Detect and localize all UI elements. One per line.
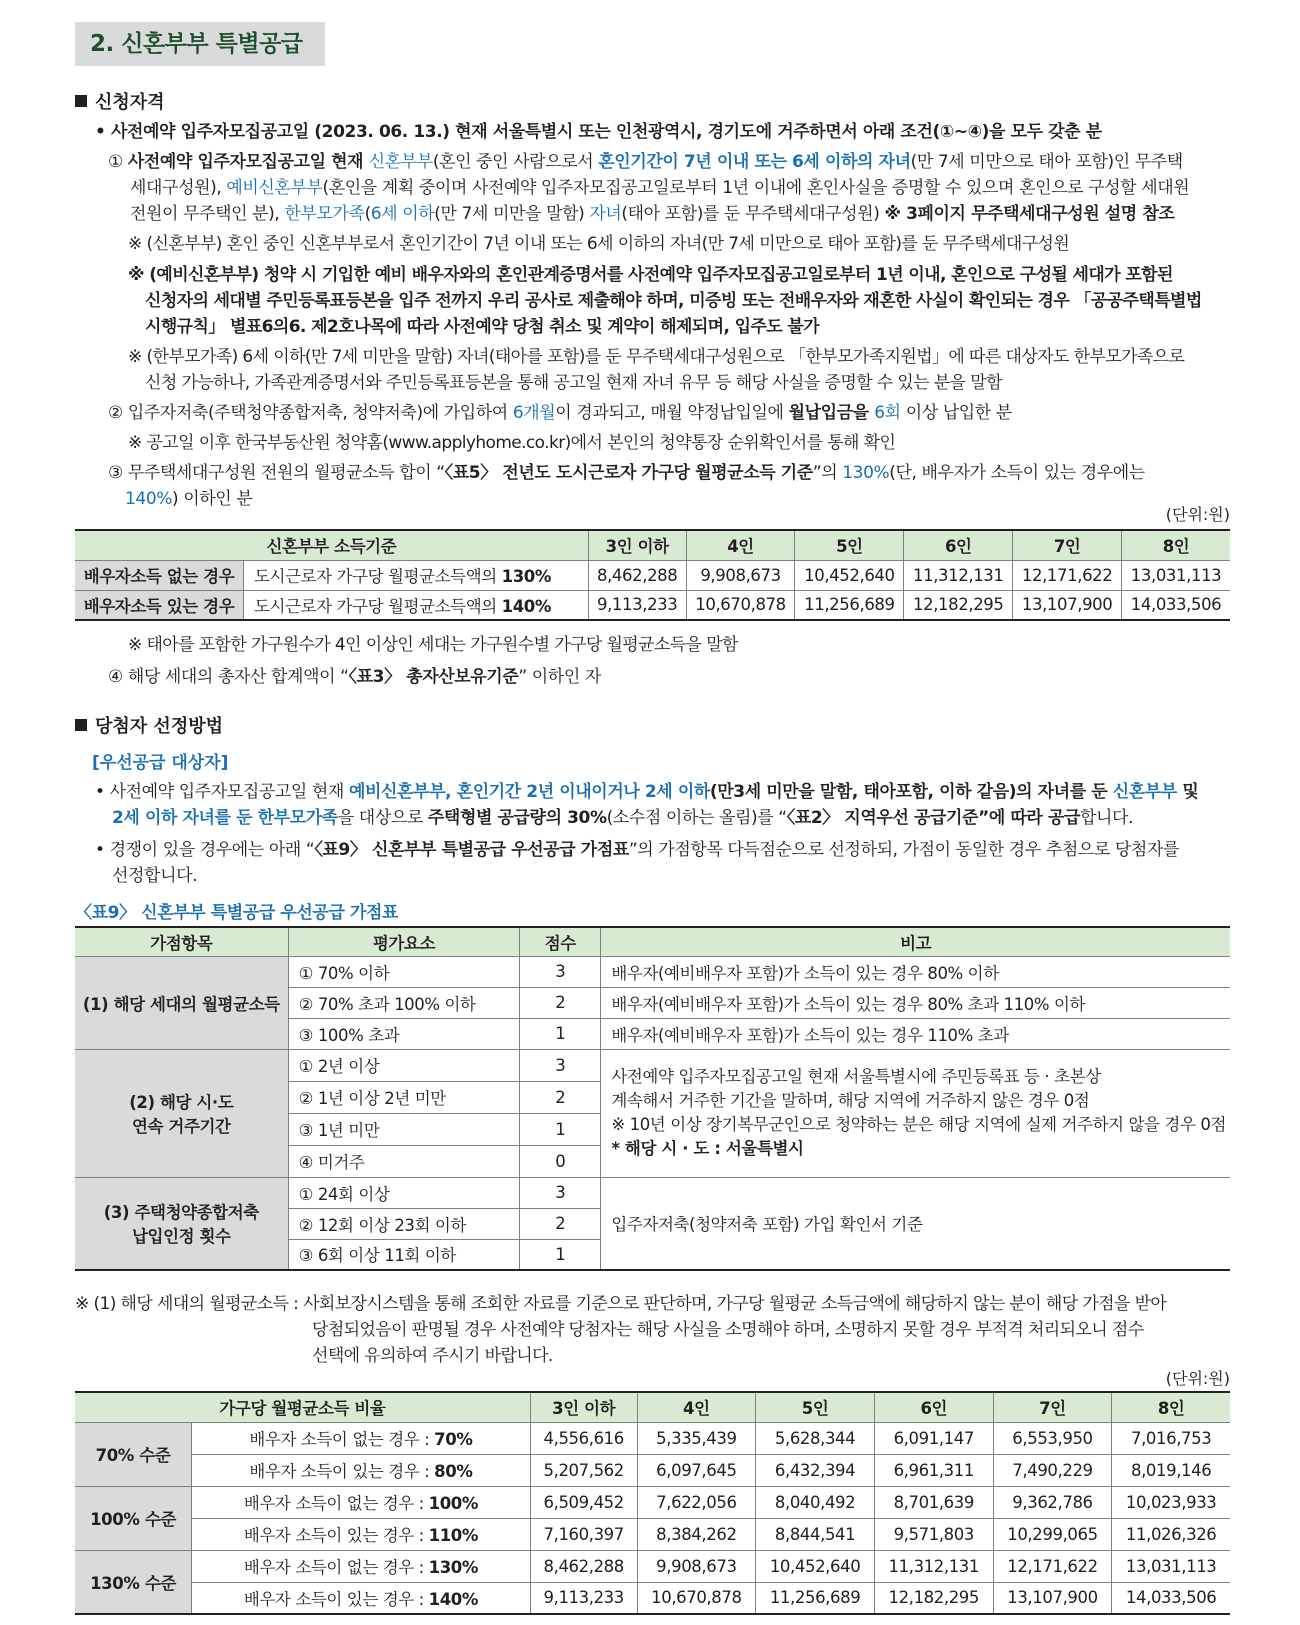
- table-cell: 9,571,803: [874, 1518, 993, 1550]
- table-cell: 11,256,689: [756, 1582, 875, 1614]
- income-criteria-table: [75, 529, 1230, 621]
- section-title: 2. 신혼부부 특별공급: [75, 22, 325, 66]
- table-cell: 7,490,229: [993, 1454, 1112, 1486]
- table-cell: 5,335,439: [637, 1422, 756, 1454]
- table-cell: 9,113,233: [588, 590, 686, 620]
- table-header: 가구당 월평균소득 비율: [75, 1392, 530, 1422]
- row-desc: 도시근로자 가구당 월평균소득액의 130%: [244, 560, 589, 590]
- priority-subheading: [우선공급 대상자]: [92, 753, 229, 773]
- table-cell: 9,908,673: [686, 560, 795, 590]
- table-row: [75, 1486, 1230, 1518]
- table-cell: 13,031,113: [1112, 1550, 1230, 1582]
- group-label: 100% 수준: [75, 1486, 192, 1550]
- table-header: 신혼부부 소득기준: [75, 530, 588, 560]
- group-note: 입주자저축(청약저축 포함) 가입 확인서 기준: [601, 1177, 1230, 1270]
- table-cell: ③ 6회 이상 11회 이하: [288, 1239, 520, 1270]
- intro-text: 사전예약 입주자모집공고일 (2023. 06. 13.) 현재 서울특별시 또는 인천광역시, 경기도에 거주하면서 아래 조건(①~④)을 모두 갖춘 분: [110, 122, 1102, 142]
- table-header: 비고: [601, 927, 1230, 956]
- table-cell: 8,384,262: [637, 1518, 756, 1550]
- table-cell: 12,171,622: [993, 1550, 1112, 1582]
- group-label: (1) 해당 세대의 월평균소득: [75, 956, 288, 1049]
- group-label: (3) 주택청약종합저축 납입인정 횟수: [75, 1177, 288, 1270]
- table-header-row: [75, 927, 1230, 956]
- footnote-line-1: ※ (1) 해당 세대의 월평균소득 : 사회보장시스템을 통해 조회한 자료를 기준으로 판단하며, 가구당 월평균 소득금액에 해당하지 않는 분이 해당 가점을 받아: [75, 1294, 1167, 1314]
- table-cell: 12,182,295: [874, 1582, 993, 1614]
- table-header: 7인: [993, 1392, 1112, 1422]
- condition-3-line-1: ③ 무주택세대구성원 전원의 월평균소득 합이 “〈표5〉 전년도 도시근로자 가구당 월평균소득 기준”의 130%(단, 배우자가 소득이 있는 경우에는: [108, 463, 1145, 483]
- square-bullet-icon: [75, 95, 87, 107]
- group-label: 130% 수준: [75, 1550, 192, 1614]
- table-cell: 10,452,640: [756, 1550, 875, 1582]
- table-header: 7인: [1013, 530, 1122, 560]
- table-cell: 0: [520, 1145, 601, 1177]
- table-header: 3인 이하: [530, 1392, 637, 1422]
- table-cell: 7,622,056: [637, 1486, 756, 1518]
- table-row: [75, 1177, 1230, 1208]
- table-cell: ① 70% 이하: [288, 956, 520, 987]
- row-desc: 도시근로자 가구당 월평균소득액의 140%: [244, 590, 589, 620]
- table-cell: 10,670,878: [637, 1582, 756, 1614]
- footnote-line-3: 선택에 유의하여 주시기 바랍니다.: [312, 1346, 553, 1366]
- priority-bullet-1-line-1: • 사전예약 입주자모집공고일 현재 예비신혼부부, 혼인기간 2년 이내이거나 2세 이하(만3세 미만을 말함, 태아포함, 이하 같음)의 자녀를 둔 신혼부부 및: [95, 782, 1199, 802]
- table-cell: 6,553,950: [993, 1422, 1112, 1454]
- table-cell: 8,462,288: [530, 1550, 637, 1582]
- table-cell: 배우자(예비배우자 포함)가 소득이 있는 경우 80% 이하: [601, 956, 1230, 987]
- table-cell: 1: [520, 1239, 601, 1270]
- table-cell: 5,628,344: [756, 1422, 875, 1454]
- table-header-row: [75, 1392, 1230, 1422]
- row-desc: 배우자 소득이 없는 경우 : 100%: [192, 1486, 531, 1518]
- table-cell: 7,016,753: [1112, 1422, 1230, 1454]
- note-single-parent-line-2: 신청 가능하나, 가족관계증명서와 주민등록표등본을 통해 공고일 현재 자녀 유무 등 해당 사실을 증명할 수 있는 분을 말함: [145, 373, 1002, 393]
- table-header: 점수: [520, 927, 601, 956]
- unit-label: (단위:원): [1165, 1369, 1230, 1388]
- table-cell: 6,509,452: [530, 1486, 637, 1518]
- table-row: [75, 560, 1230, 590]
- table-header: 8인: [1122, 530, 1230, 560]
- note-engaged-line-3: 시행규칙」 별표6의6. 제2호나목에 따라 사전예약 당첨 취소 및 계약이 해제되며, 입주도 불가: [145, 317, 820, 337]
- table-cell: 13,031,113: [1122, 560, 1230, 590]
- table-cell: 11,312,131: [904, 560, 1013, 590]
- table-cell: ④ 미거주: [288, 1145, 520, 1177]
- table-header: 4인: [637, 1392, 756, 1422]
- table-cell: 6,432,394: [756, 1454, 875, 1486]
- table-header-row: [75, 530, 1230, 560]
- table-header: 가점항목: [75, 927, 288, 956]
- table-cell: 9,113,233: [530, 1582, 637, 1614]
- eligibility-heading-text: 신청자격: [95, 92, 165, 113]
- table-cell: 5,207,562: [530, 1454, 637, 1486]
- table-cell: 3: [520, 1049, 601, 1081]
- table-row: [75, 1550, 1230, 1582]
- table-cell: 6,091,147: [874, 1422, 993, 1454]
- table-cell: ① 2년 이상: [288, 1049, 520, 1081]
- table-cell: 11,026,326: [1112, 1518, 1230, 1550]
- table-cell: 2: [520, 1081, 601, 1113]
- table-cell: 1: [520, 1018, 601, 1049]
- row-label: 배우자소득 있는 경우: [75, 590, 244, 620]
- table-cell: ② 70% 초과 100% 이하: [288, 987, 520, 1018]
- table-cell: 8,701,639: [874, 1486, 993, 1518]
- condition-1-line-3: 전원이 무주택인 분), 한부모가족(6세 이하(만 7세 미만을 말함) 자녀(태아 포함)를 둔 무주택세대구성원) ※ 3페이지 무주택세대구성원 설명 참조: [130, 204, 1175, 224]
- table-cell: 9,908,673: [637, 1550, 756, 1582]
- table-row: [75, 1049, 1230, 1081]
- table-cell: 13,107,900: [993, 1582, 1112, 1614]
- table-row: [75, 956, 1230, 987]
- table-cell: 10,023,933: [1112, 1486, 1230, 1518]
- row-desc: 배우자 소득이 있는 경우 : 140%: [192, 1582, 531, 1614]
- row-desc: 배우자 소득이 있는 경우 : 110%: [192, 1518, 531, 1550]
- row-label: 배우자소득 없는 경우: [75, 560, 244, 590]
- eligibility-heading: [75, 88, 165, 114]
- row-desc: 배우자 소득이 없는 경우 : 70%: [192, 1422, 531, 1454]
- note-engaged-line-2: 신청자의 세대별 주민등록표등본을 입주 전까지 우리 공사로 제출해야 하며, 미증빙 또는 전배우자와 재혼한 사실이 확인되는 경우 「공공주택특별법: [145, 291, 1202, 311]
- table-cell: 7,160,397: [530, 1518, 637, 1550]
- table-cell: 14,033,506: [1112, 1582, 1230, 1614]
- condition-1-line-2: 세대구성원), 예비신혼부부(혼인을 계획 중이며 사전예약 입주자모집공고일로부터 1년 이내에 혼인사실을 증명할 수 있으며 혼인으로 구성할 세대원: [130, 178, 1190, 198]
- group-note: 사전예약 입주자모집공고일 현재 서울특별시에 주민등록표 등 · 초본상 계속해서 거주한 기간을 말하며, 해당 지역에 거주하지 않은 경우 0점 ※ 10년 이상 장기복무군인으로 청약하는 분은 해당 지역에 실제 거주하지 않을 경우 0점 * 해당 시 · 도 : 서울특별시: [601, 1049, 1230, 1177]
- table-cell: 11,256,689: [795, 590, 904, 620]
- table-header: 8인: [1112, 1392, 1230, 1422]
- table-cell: 8,844,541: [756, 1518, 875, 1550]
- eligibility-intro: • 사전예약 입주자모집공고일 (2023. 06. 13.) 현재 서울특별시 또는 인천광역시, 경기도에 거주하면서 아래 조건(①~④)을 모두 갖춘 분: [95, 122, 1102, 142]
- table-header: 5인: [756, 1392, 875, 1422]
- table-cell: 2: [520, 1208, 601, 1239]
- table-cell: ② 12회 이상 23회 이하: [288, 1208, 520, 1239]
- selection-heading-text: 당첨자 선정방법: [95, 716, 223, 737]
- table-cell: 12,182,295: [904, 590, 1013, 620]
- table-cell: 8,040,492: [756, 1486, 875, 1518]
- group-label: 70% 수준: [75, 1422, 192, 1486]
- table-cell: 9,362,786: [993, 1486, 1112, 1518]
- condition-1-line-1: ① 사전예약 입주자모집공고일 현재 신혼부부(혼인 중인 사람으로서 혼인기간이 7년 이내 또는 6세 이하의 자녀(만 7세 미만으로 태아 포함)인 무주택: [108, 152, 1183, 172]
- note-single-parent-line-1: ※ (한부모가족) 6세 이하(만 7세 미만을 말함) 자녀(태아를 포함)를 둔 무주택세대구성원으로 「한부모가족지원법」에 따른 대상자도 한부모가족으로: [128, 347, 1185, 367]
- table-cell: 12,171,622: [1013, 560, 1122, 590]
- square-bullet-icon: [75, 719, 87, 731]
- row-desc: 배우자 소득이 없는 경우 : 130%: [192, 1550, 531, 1582]
- priority-bullet-2-line-2: 선정합니다.: [112, 866, 198, 886]
- table-header: 3인 이하: [588, 530, 686, 560]
- table-cell: 11,312,131: [874, 1550, 993, 1582]
- priority-bullet-1-line-2: 2세 이하 자녀를 둔 한부모가족을 대상으로 주택형별 공급량의 30%(소수점 이하는 올림)를 “〈표2〉 지역우선 공급기준”에 따라 공급합니다.: [112, 808, 1134, 828]
- table-header: 평가요소: [288, 927, 520, 956]
- selection-heading: [75, 712, 223, 738]
- table-cell: 4,556,616: [530, 1422, 637, 1454]
- footnote-line-2: 당첨되었음이 판명될 경우 사전예약 당첨자는 해당 사실을 소명해야 하며, 소명하지 못할 경우 부적격 처리되오니 점수: [312, 1320, 1144, 1340]
- row-desc: 배우자 소득이 있는 경우 : 80%: [192, 1454, 531, 1486]
- table-cell: 13,107,900: [1013, 590, 1122, 620]
- table-header: 6인: [904, 530, 1013, 560]
- condition-4: ④ 해당 세대의 총자산 합계액이 “〈표3〉 총자산보유기준” 이하인 자: [108, 667, 601, 687]
- unit-label: (단위:원): [1165, 505, 1230, 524]
- table-row: [75, 1454, 1230, 1486]
- priority-bullet-2-line-1: • 경쟁이 있을 경우에는 아래 “〈표9〉 신혼부부 특별공급 우선공급 가점표”의 가점항목 다득점순으로 선정하되, 가점이 동일한 경우 추첨으로 당첨자를: [95, 840, 1179, 860]
- condition-2: ② 입주자저축(주택청약종합저축, 청약저축)에 가입하여 6개월이 경과되고, 매월 약정납입일에 월납입금을 6회 이상 납입한 분: [108, 403, 1012, 423]
- table-cell: ③ 100% 초과: [288, 1018, 520, 1049]
- table-row: [75, 1582, 1230, 1614]
- note-account-check: ※ 공고일 이후 한국부동산원 청약홈(www.applyhome.co.kr)에서 본인의 청약통장 순위확인서를 통해 확인: [128, 433, 896, 453]
- table-cell: ② 1년 이상 2년 미만: [288, 1081, 520, 1113]
- table-cell: 14,033,506: [1122, 590, 1230, 620]
- table-cell: 3: [520, 956, 601, 987]
- table-cell: 2: [520, 987, 601, 1018]
- score-table: [75, 926, 1230, 1271]
- table-header: 6인: [874, 1392, 993, 1422]
- income-ratio-table: [75, 1391, 1230, 1615]
- table-cell: 6,961,311: [874, 1454, 993, 1486]
- condition-3-line-2: 140%) 이하인 분: [125, 489, 253, 509]
- table-header: 5인: [795, 530, 904, 560]
- table-row: [75, 1422, 1230, 1454]
- table-row: [75, 590, 1230, 620]
- table-row: [75, 1518, 1230, 1550]
- note-household-size: ※ 태아를 포함한 가구원수가 4인 이상인 세대는 가구원수별 가구당 월평균소득을 말함: [128, 635, 738, 655]
- table-cell: 3: [520, 1177, 601, 1208]
- table-cell: 배우자(예비배우자 포함)가 소득이 있는 경우 110% 초과: [601, 1018, 1230, 1049]
- score-table-title: 〈표9〉 신혼부부 특별공급 우선공급 가점표: [75, 903, 399, 923]
- table-header: 4인: [686, 530, 795, 560]
- table-cell: 8,019,146: [1112, 1454, 1230, 1486]
- table-cell: 10,452,640: [795, 560, 904, 590]
- group-label: (2) 해당 시·도 연속 거주기간: [75, 1049, 288, 1177]
- note-engaged-line-1: ※ (예비신혼부부) 청약 시 기입한 예비 배우자와의 혼인관계증명서를 사전예약 입주자모집공고일로부터 1년 이내, 혼인으로 구성될 세대가 포함된: [128, 265, 1173, 285]
- note-newlyweds: ※ (신혼부부) 혼인 중인 신혼부부로서 혼인기간이 7년 이내 또는 6세 이하의 자녀(만 7세 미만으로 태아 포함)를 둔 무주택세대구성원: [128, 234, 1070, 254]
- table-cell: ③ 1년 미만: [288, 1113, 520, 1145]
- table-cell: 6,097,645: [637, 1454, 756, 1486]
- table-cell: 8,462,288: [588, 560, 686, 590]
- table-cell: 10,670,878: [686, 590, 795, 620]
- table-cell: 10,299,065: [993, 1518, 1112, 1550]
- table-cell: 1: [520, 1113, 601, 1145]
- table-cell: 배우자(예비배우자 포함)가 소득이 있는 경우 80% 초과 110% 이하: [601, 987, 1230, 1018]
- table-cell: ① 24회 이상: [288, 1177, 520, 1208]
